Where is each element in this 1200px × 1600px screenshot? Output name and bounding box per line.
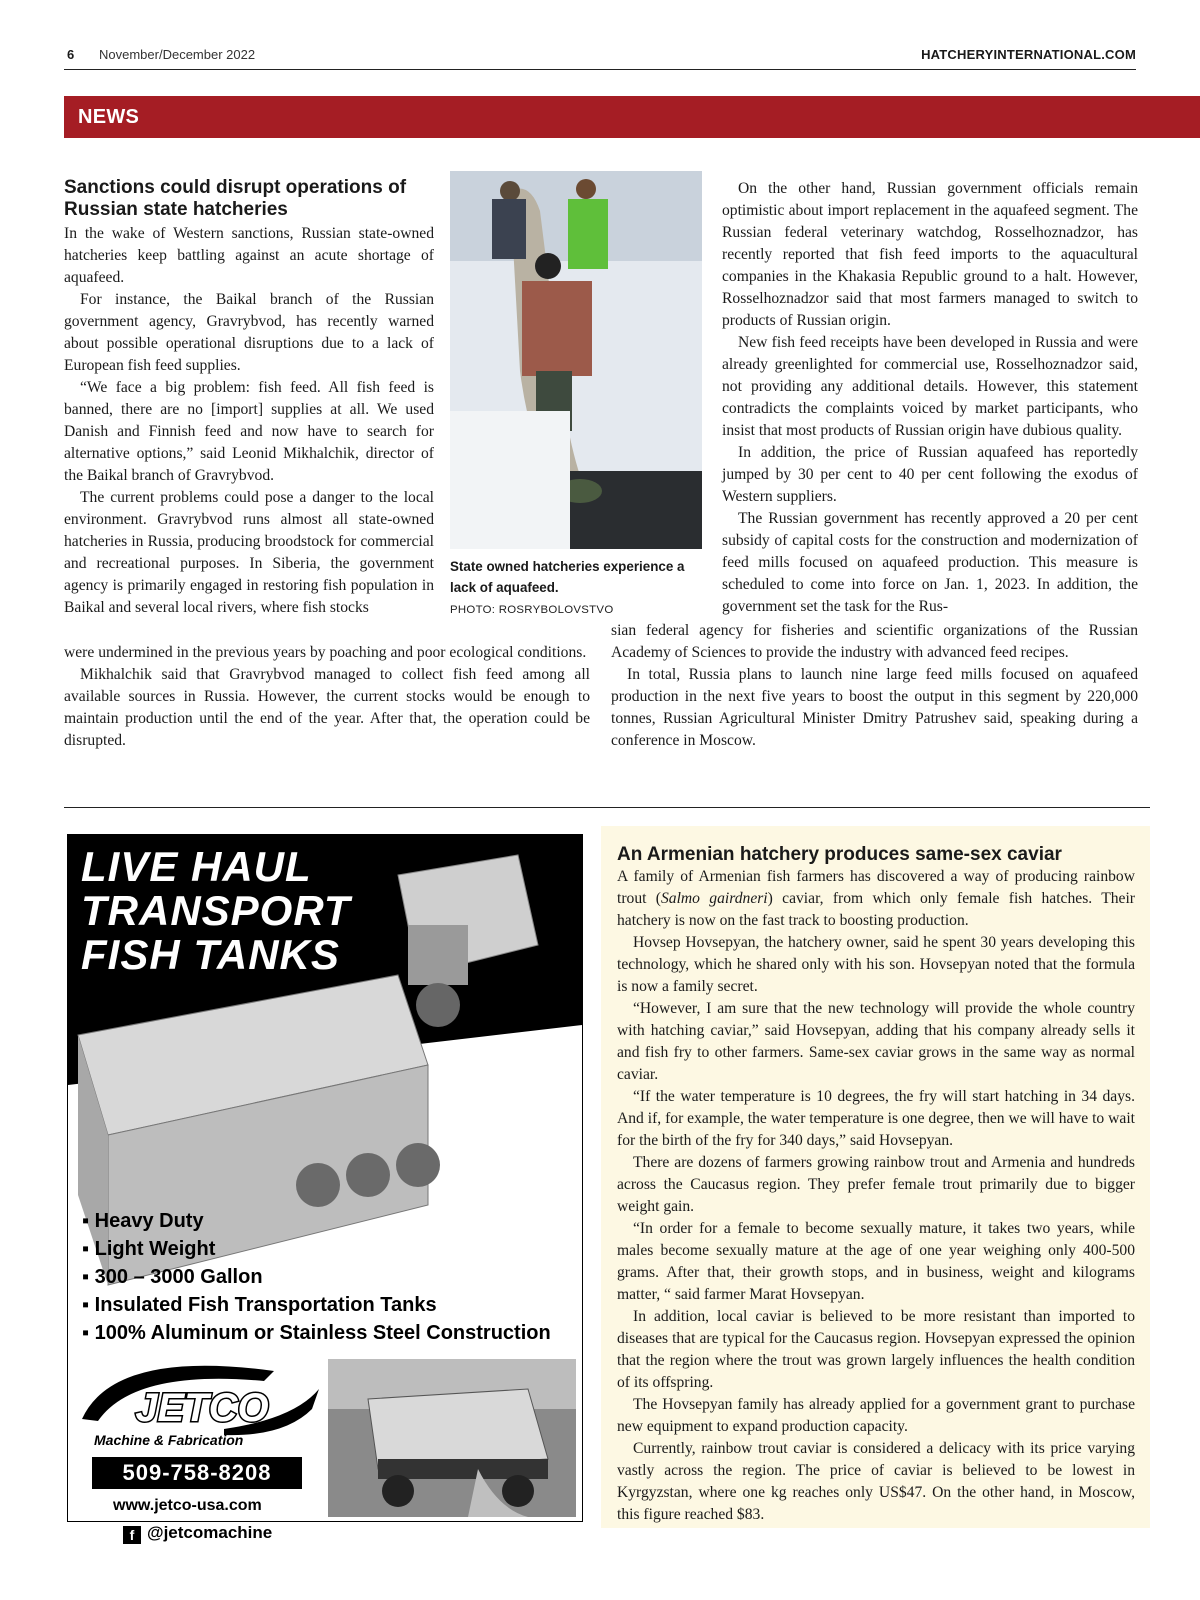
article1-column3-continued xyxy=(611,620,1138,752)
header-rule xyxy=(64,69,1136,70)
paragraph: In addition, local caviar is believed to be more resistant than imported to diseases that are typical for the Caucasus region. Hovsepyan expressed the opinion that the region where the trout was grown largely influences the health condition of its offspring. xyxy=(617,1308,1135,1391)
jetco-tagline: Machine & Fabrication xyxy=(94,1432,244,1448)
paragraph: “However, I am sure that the new technology will provide the whole country with hatching caviar,” said Hovsepyan, adding that his company already sells it and fish fry to other farmers. Same-sex caviar grows in the same way as normal caviar. xyxy=(617,1000,1135,1083)
ad-feature: ▪ Heavy Duty xyxy=(82,1207,551,1235)
ad-website[interactable]: www.jetco-usa.com xyxy=(113,1497,262,1514)
ad-headline-line: LIVE HAUL xyxy=(81,843,312,890)
photo-illustration xyxy=(450,171,702,549)
photo-credit: PHOTO: ROSRYBOLOVSTVO xyxy=(450,604,614,616)
article1-title: Sanctions could disrupt operations of Russian state hatcheries xyxy=(64,177,407,220)
paragraph: New fish feed receipts have been developed in Russia and were already greenlighted for commercial use, Rosselhoznadzor said, not providing any additional details. However, this statement contradicts the complaints voiced by market participants, who insist that most products of Russian origin have dubious quality. xyxy=(722,334,1138,439)
photo-caption: State owned hatcheries experience a lack of aquafeed. xyxy=(450,559,685,595)
paragraph: In the wake of Western sanctions, Russian state-owned hatcheries keep battling against an acute shortage of aquafeed. xyxy=(64,225,434,286)
ad-feature-list xyxy=(82,1207,551,1347)
ad-social-text: @jetcomachine xyxy=(147,1523,273,1542)
paragraph-text: A family of Armenian fish farmers has discovered a way of producing rainbow trout ( xyxy=(617,868,1135,907)
truck-illustration xyxy=(328,1359,576,1517)
paragraph: On the other hand, Russian government officials remain optimistic about import replacement in the aquafeed segment. The Russian federal veterinary watchdog, Rosselhoznadzor, has recently reported that fish feed imports to the aquacultural companies in the Khakasia Republic ground to a halt. However, Rosselhoznadzor said that most farmers managed to switch to products of Russian origin. xyxy=(722,180,1138,329)
paragraph: Hovsep Hovsepyan, the hatchery owner, said he spent 30 years developing this technology, which he shared only with his son. Hovsepyan noted that the formula is now a family secret. xyxy=(617,934,1135,995)
paragraph: The Hovsepyan family has already applied for a government grant to purchase new equipment to expand production capacity. xyxy=(617,1396,1135,1435)
paragraph: “We face a big problem: fish feed. All fish feed is banned, there are no [import] supplies at all. We used Danish and Finnish feed and now have to search for alternative options,” said Leonid Mikhalchik, director of the Baikal branch of Gravrybvod. xyxy=(64,379,434,484)
truck-photo xyxy=(328,1359,576,1517)
paragraph: “If the water temperature is 10 degrees, the fry will start hatching in 34 days. And if, for example, the water temperature is one degree, then we will have to wait for the birth of the fry for 340 days,” said Hovsepyan. xyxy=(617,1088,1135,1149)
article1-column1 xyxy=(64,223,434,619)
paragraph: There are dozens of farmers growing rainbow trout and Armenia and hundreds across the Caucasus region. They prefer female trout primarily due to bigger weight gain. xyxy=(617,1154,1135,1215)
section-bar xyxy=(64,96,1200,138)
paragraph-text: ) caviar, from which only female fish hatches. Their hatchery is now on the fast track to boosting production. xyxy=(617,890,1135,929)
jetco-logo-text: JETCO xyxy=(135,1386,269,1430)
paragraph: Currently, rainbow trout caviar is considered a delicacy with its price varying vastly across the region. The price of caviar is believed to be lowest in Kyrgyzstan, where one kg reaches only US$47. On the other hand, in Moscow, this figure reached $83. xyxy=(617,1440,1135,1523)
site-name: HATCHERYINTERNATIONAL.COM xyxy=(921,47,1136,62)
issue-date: November/December 2022 xyxy=(99,47,256,62)
paragraph: In total, Russia plans to launch nine large feed mills focused on aquafeed production in the next five years to boost the output in this segment by 220,000 tonnes, Russian Agricultural Minister Dmitry Patrushev said, speaking during a conference in Moscow. xyxy=(611,666,1138,749)
ad-feature: ▪ 100% Aluminum or Stainless Steel Construction xyxy=(82,1319,551,1347)
ad-feature: ▪ Insulated Fish Transportation Tanks xyxy=(82,1291,551,1319)
jetco-advertisement xyxy=(67,834,583,1543)
article1-column1-continued xyxy=(64,642,590,752)
species-name: Salmo gairdneri xyxy=(660,890,768,907)
ad-headline-line: FISH TANKS xyxy=(81,931,340,978)
ad-phone-number: 509-758-8208 xyxy=(92,1457,302,1489)
article1-column3 xyxy=(722,178,1138,618)
article2-body xyxy=(617,866,1135,1526)
paragraph: Mikhalchik said that Gravrybvod managed to collect fish feed among all available sources in Russia. However, the current stocks would be enough to maintain production until the end of the year. After that, the operation could be disrupted. xyxy=(64,666,590,749)
section-divider xyxy=(64,807,1150,808)
article2-title: An Armenian hatchery produces same-sex caviar xyxy=(617,844,1062,865)
facebook-icon: f xyxy=(123,1526,141,1544)
paragraph: For instance, the Baikal branch of the Russian government agency, Gravrybvod, has recently warned about possible operational disruptions due to a lack of European fish feed supplies. xyxy=(64,291,434,374)
paragraph: The Russian government has recently approved a 20 per cent subsidy of capital costs for the construction and modernization of feed mills focused on aquafeed production. This measure is scheduled to come into force on Jan. 1, 2023. In addition, the government set the task for the Rus- xyxy=(722,510,1138,615)
ad-feature: ▪ 300 – 3000 Gallon xyxy=(82,1263,551,1291)
paragraph: The current problems could pose a danger to the local environment. Gravrybvod runs almost all state-owned hatcheries in Russia, producing broodstock for commercial and recreational purposes. In Siberia, the government agency is primarily engaged in restoring fish population in Baikal and several local rivers, where fish stocks xyxy=(64,489,434,616)
ad-social-handle[interactable] xyxy=(123,1523,272,1544)
ad-feature: ▪ Light Weight xyxy=(82,1235,551,1263)
paragraph: were undermined in the previous years by poaching and poor ecological conditions. xyxy=(64,644,587,661)
paragraph: sian federal agency for fisheries and scientific organizations of the Russian Academy of Sciences to provide the industry with advanced feed recipes. xyxy=(611,622,1138,661)
paragraph: “In order for a female to become sexually mature, it takes two years, while males become sexually mature at the age of one year weighing only 400-500 grams. After that, their growth stops, and in business, weight and kilograms matter, “ said farmer Marat Hovsepyan. xyxy=(617,1220,1135,1303)
page-number: 6 xyxy=(67,47,75,62)
section-label: NEWS xyxy=(78,106,140,128)
hatchery-photo xyxy=(450,171,702,549)
ad-headline-line: TRANSPORT xyxy=(81,887,351,934)
ad-headline xyxy=(81,845,351,977)
paragraph xyxy=(617,866,1135,932)
paragraph: In addition, the price of Russian aquafeed has reportedly jumped by 30 per cent to 40 per cent following the exodus of Western suppliers. xyxy=(722,444,1138,505)
